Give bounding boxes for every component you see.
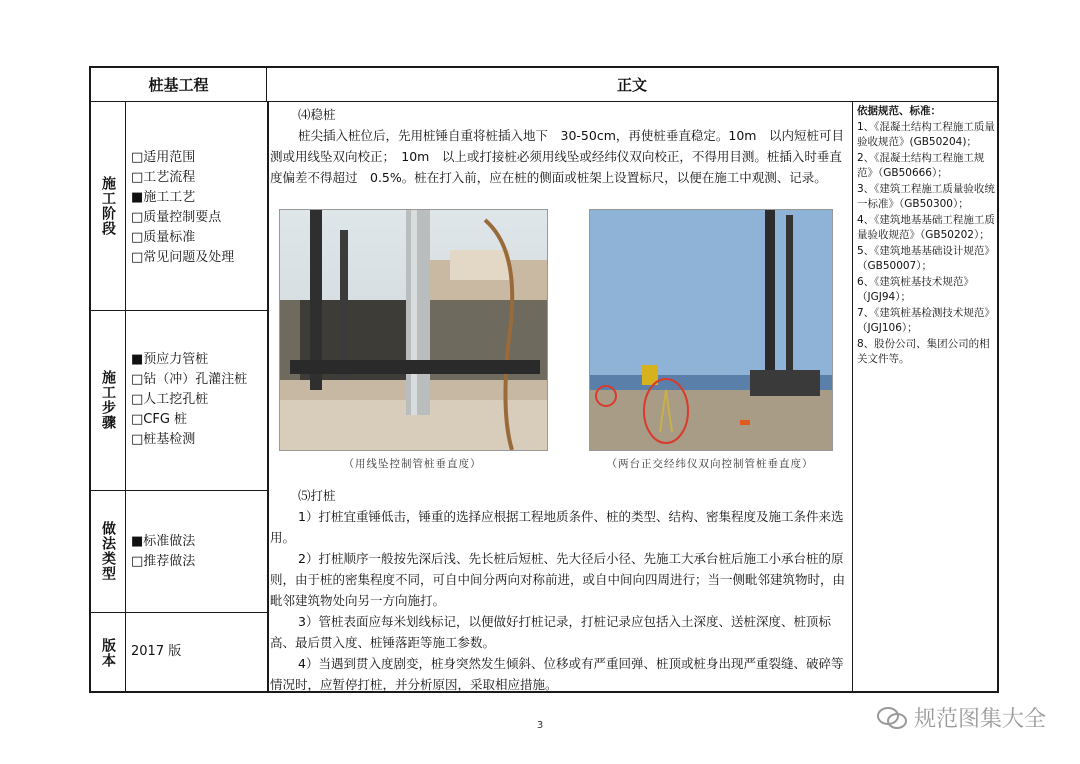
- section-items-stage: [131, 148, 261, 268]
- reference-item: 3、《建筑工程施工质量验收统一标准》（GB50300）；: [857, 182, 995, 210]
- main-section-4: [270, 104, 852, 188]
- section-5-para-4: 4）当遇到贯入度剧变，桩身突然发生倾斜、位移或有严重回弹、桩顶或桩身出现严重裂缝、破碎等情况时，应暂停打桩，并分析原因，采取相应措施。: [270, 656, 844, 692]
- photo-2-caption: （两台正交经纬仪双向控制管桩垂直度）: [606, 458, 814, 470]
- main-section-5: [270, 485, 852, 695]
- page-number: 3: [536, 720, 544, 731]
- list-item: □桩基检测: [131, 432, 196, 447]
- section-label-steps: 施工步骤: [100, 370, 116, 430]
- column-divider: [852, 102, 853, 693]
- section-label-version: 版本: [100, 637, 116, 668]
- section-items-steps: [131, 350, 261, 450]
- list-item: ■施工工艺: [131, 190, 196, 205]
- photo-plumb-line: [279, 209, 548, 451]
- header-right-title: 正文: [267, 68, 997, 102]
- list-item: □工艺流程: [131, 170, 196, 185]
- section-5-para-3: 3）管桩表面应每米划线标记，以便做好打桩记录，打桩记录应包括入土深度、送桩深度、桩顶标高、最后贯入度、桩锤落距等施工参数。: [270, 614, 831, 650]
- section-items-method: [131, 532, 261, 572]
- list-item: □质量控制要点: [131, 210, 222, 225]
- list-item: □人工挖孔桩: [131, 392, 209, 407]
- reference-item: 2、《混凝土结构工程施工规范》（GB50666）；: [857, 151, 985, 179]
- version-value: 2017 版: [131, 644, 182, 659]
- references-title: 依据规范、标准：: [857, 105, 941, 117]
- section-items-version: [131, 642, 261, 662]
- section-4-text: 桩尖插入桩位后，先用桩锤自重将桩插入地下 30-50cm，再使桩垂直稳定。10m 以内短桩可目测或用线坠双向校正； 10m 以上或打接桩必须用线坠或经纬仪双向校正，不得用目测。桩插入时垂直度偏差不得超过 0.5%。桩在打入前，应在桩的侧面或桩架上设置标尺，以便在施工中观测、记录。: [270, 128, 844, 185]
- watermark-text: 规范图集大全: [913, 707, 1046, 732]
- section-5-para-2: 2）打桩顺序一般按先深后浅、先长桩后短桩、先大径后小径、先施工大承台桩后施工小承台桩的原则，由于桩的密集程度不同，可自中间分两向对称前进，或自中间向四周进行；当一侧毗邻建筑物时，由毗邻建筑物处向另一方向施打。: [270, 551, 846, 608]
- section-label-stage: 施工阶段: [100, 176, 116, 236]
- list-item: ■预应力管桩: [131, 352, 209, 367]
- wechat-icon: [876, 705, 908, 731]
- section-5-title: ⑸打桩: [298, 488, 336, 503]
- list-item: ■标准做法: [131, 534, 196, 549]
- references-column: [857, 104, 997, 368]
- photo-theodolite: [589, 209, 833, 451]
- column-divider: [267, 102, 269, 693]
- list-item: □适用范围: [131, 150, 196, 165]
- photo-1-caption: （用线坠控制管桩垂直度）: [343, 458, 482, 470]
- list-item: □常见问题及处理: [131, 250, 235, 265]
- reference-item: 1、《混凝土结构工程施工质量验收规范》(GB50204)；: [857, 120, 995, 148]
- section-4-title: ⑷稳桩: [298, 107, 336, 122]
- reference-item: 8、股份公司、集团公司的相关文件等。: [857, 337, 990, 365]
- reference-item: 6、《建筑桩基技术规范》（JGJ94）；: [857, 275, 974, 303]
- section-label-method: 做法类型: [100, 521, 116, 581]
- list-item: □CFG 桩: [131, 412, 188, 427]
- column-divider: [125, 102, 126, 693]
- document-table: [89, 66, 999, 693]
- list-item: □推荐做法: [131, 554, 196, 569]
- watermark: [876, 702, 1046, 733]
- reference-item: 4、《建筑地基基础工程施工质量验收规范》（GB50202）；: [857, 213, 995, 241]
- reference-item: 7、《建筑桩基检测技术规范》（JGJ106）；: [857, 306, 995, 334]
- list-item: □质量标准: [131, 230, 196, 245]
- section-5-para-1: 1）打桩宜重锤低击，锤重的选择应根据工程地质条件、桩的类型、结构、密集程度及施工条件来选用。: [270, 509, 844, 545]
- reference-item: 5、《建筑地基基础设计规范》（GB50007）；: [857, 244, 995, 272]
- header-left-title: 桩基工程: [91, 68, 267, 102]
- list-item: □钻（冲）孔灌注桩: [131, 372, 248, 387]
